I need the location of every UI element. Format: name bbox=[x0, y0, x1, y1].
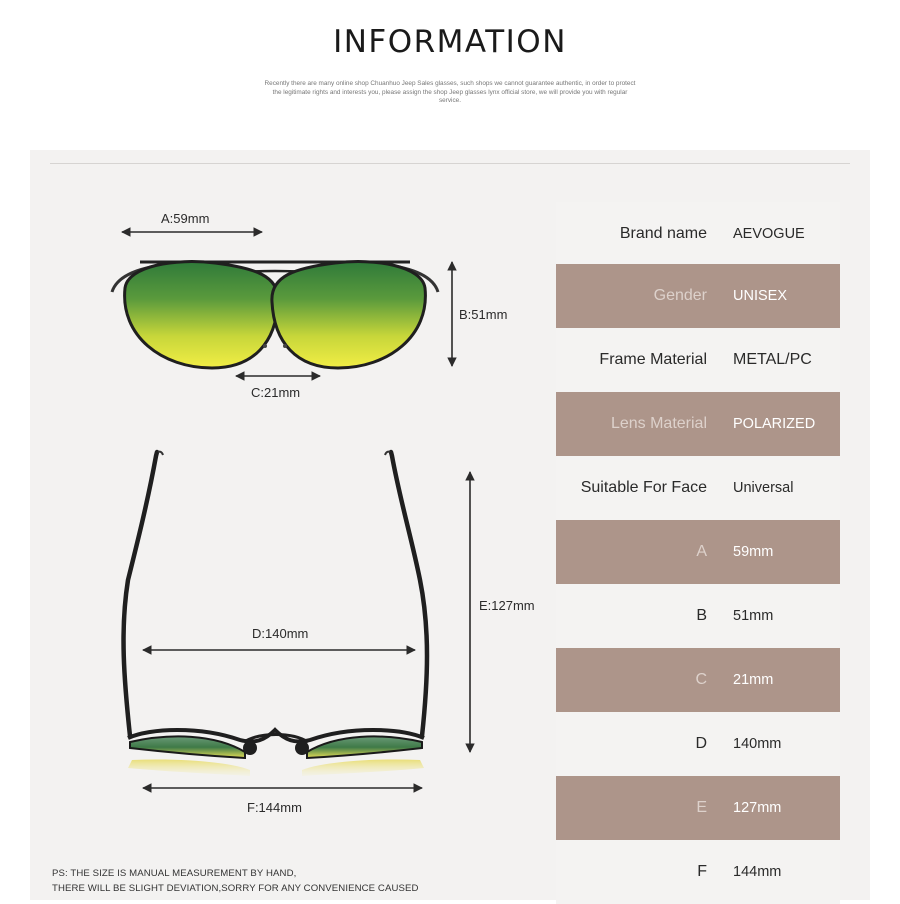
spec-value: Universal bbox=[733, 480, 794, 496]
spec-label: F bbox=[697, 863, 707, 880]
spec-label: Frame Material bbox=[599, 351, 707, 368]
spec-row-d bbox=[556, 712, 840, 776]
dimension-b-label: B:51mm bbox=[459, 307, 508, 322]
spec-value: 21mm bbox=[733, 672, 774, 688]
page-subtitle: Recently there are many online shop Chuanhuo Jeep Sales glasses, such shops we cannot guarantee authentic, in order to protect the legitimate rights and interests you, please assign the shop Jeep glasses lynx official store, we will provide you with regular service. bbox=[264, 80, 636, 105]
dimension-d-label: D:140mm bbox=[252, 626, 309, 641]
spec-row-gender bbox=[556, 264, 840, 328]
spec-label: Brand name bbox=[619, 225, 707, 242]
spec-label: E bbox=[696, 799, 707, 816]
spec-row-b bbox=[556, 584, 840, 648]
spec-value: POLARIZED bbox=[733, 416, 816, 432]
spec-value: UNISEX bbox=[733, 288, 787, 304]
measurement-note bbox=[52, 866, 419, 896]
top-view-glasses bbox=[124, 452, 427, 776]
front-view-glasses bbox=[112, 262, 438, 368]
page-title: INFORMATION bbox=[333, 24, 567, 60]
spec-label: Gender bbox=[653, 287, 707, 304]
spec-row-brand bbox=[556, 202, 840, 266]
spec-row-a bbox=[556, 520, 840, 584]
spec-label: A bbox=[696, 543, 707, 560]
spec-value: 144mm bbox=[733, 864, 782, 880]
spec-label: D bbox=[695, 735, 707, 752]
dimension-a-label: A:59mm bbox=[161, 211, 210, 226]
dimension-f-label: F:144mm bbox=[247, 800, 302, 815]
spec-label: B bbox=[696, 607, 707, 624]
spec-value: 127mm bbox=[733, 800, 782, 816]
dimension-e-label: E:127mm bbox=[479, 598, 535, 613]
right-lens bbox=[272, 262, 426, 368]
right-temple bbox=[391, 452, 427, 736]
spec-value: 59mm bbox=[733, 544, 774, 560]
spec-label: Lens Material bbox=[610, 415, 707, 432]
dimension-c-label: C:21mm bbox=[251, 385, 301, 400]
spec-row-f bbox=[556, 840, 840, 904]
left-lens bbox=[125, 262, 279, 368]
spec-value: 51mm bbox=[733, 608, 774, 624]
spec-value: AEVOGUE bbox=[733, 226, 805, 242]
spec-row-c bbox=[556, 648, 840, 712]
left-temple bbox=[124, 452, 157, 736]
note-line-2: THERE WILL BE SLIGHT DEVIATION,SORRY FOR ANY CONVENIENCE CAUSED bbox=[52, 883, 419, 894]
spec-row-face bbox=[556, 456, 840, 520]
spec-row-lens-material bbox=[556, 392, 840, 456]
spec-value: METAL/PC bbox=[733, 351, 812, 368]
note-line-1: PS: THE SIZE IS MANUAL MEASUREMENT BY HAND, bbox=[52, 868, 297, 879]
spec-label: C bbox=[695, 671, 707, 688]
spec-value: 140mm bbox=[733, 736, 782, 752]
spec-label: Suitable For Face bbox=[580, 479, 707, 496]
spec-row-frame-material bbox=[556, 328, 840, 392]
spec-row-e bbox=[556, 776, 840, 840]
